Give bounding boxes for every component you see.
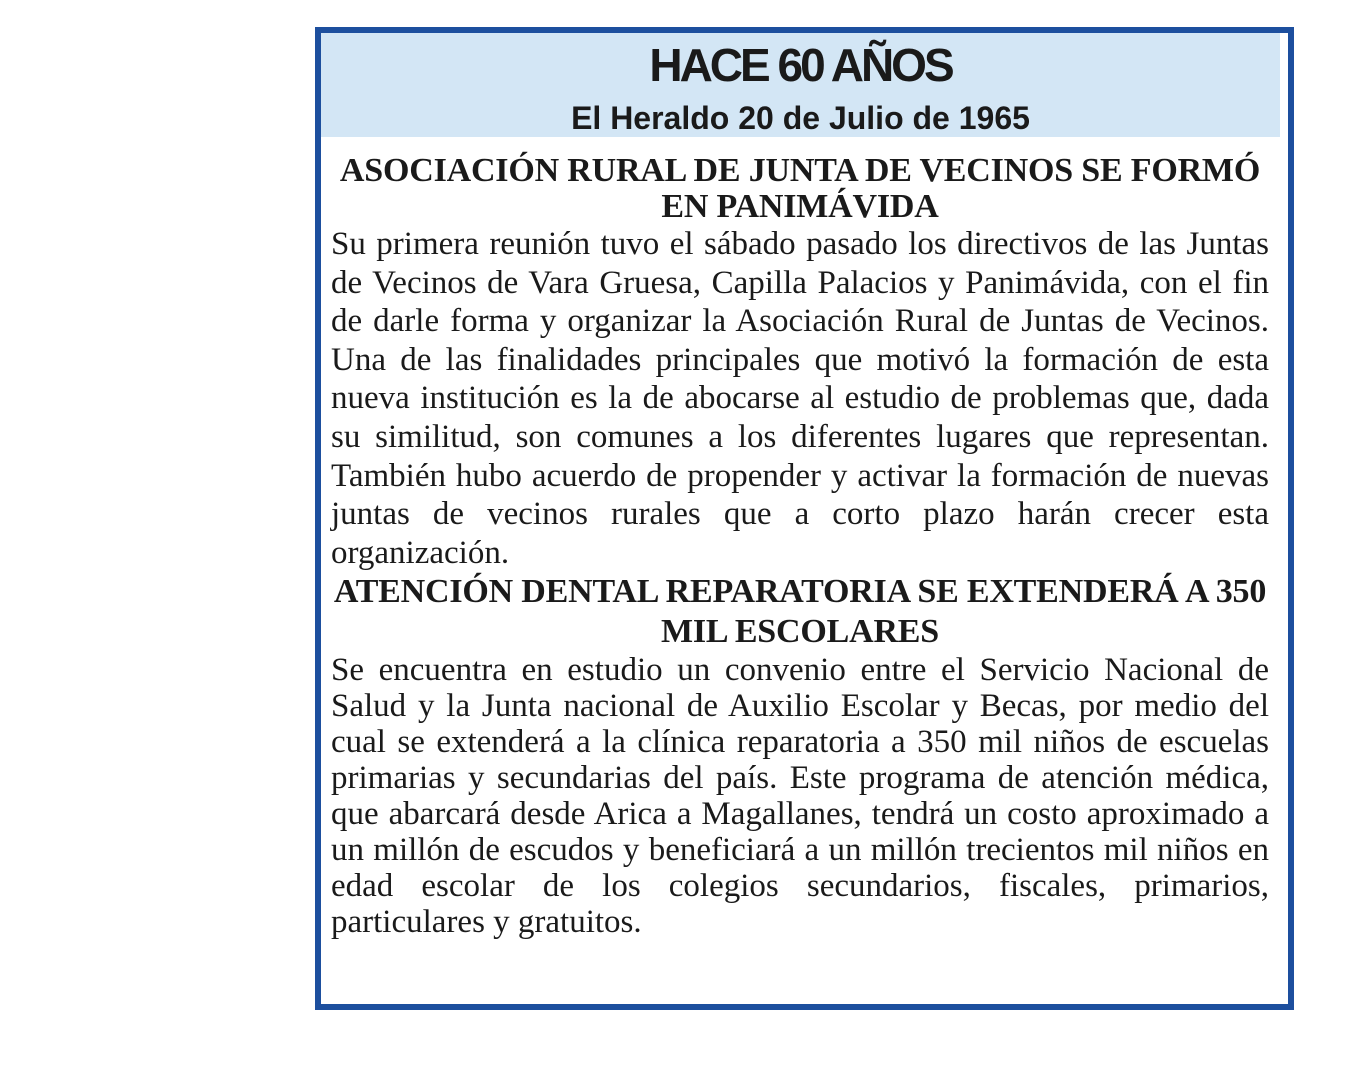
news-clipping-frame <box>315 27 1294 1010</box>
dateline: El Heraldo 20 de Julio de 1965 <box>571 100 1030 136</box>
header-band <box>321 33 1280 137</box>
article-body-2: Se encuentra en estudio un convenio entre el Servicio Nacional de Salud y la Junta nacional de Auxilio Escolar y Becas, por medio del cual se extenderá a la clínica reparatoria a 350 mil niños de escuelas primarias y secundarias del país. Este programa de atención médica, que abarcará desde Arica a Magallanes, tendrá un costo aproximado a un millón de escudos y beneficiará a un millón trecientos mil niños en edad escolar de los colegios secundarios, fiscales, primarios, particulares y gratuitos. <box>331 652 1269 941</box>
article-headline-1: ASOCIACIÓN RURAL DE JUNTA DE VECINOS SE FORMÓ EN PANIMÁVIDA <box>339 152 1261 225</box>
section-kicker: HACE 60 AÑOS <box>649 39 952 91</box>
article-headline-2: ATENCIÓN DENTAL REPARATORIA SE EXTENDERÁ A 350 MIL ESCOLARES <box>333 573 1267 651</box>
articles-column <box>331 153 1269 940</box>
article-body-1: Su primera reunión tuvo el sábado pasado los directivos de las Juntas de Vecinos de Vara Gruesa, Capilla Palacios y Panimávida, con el fin de darle forma y organizar la Asociación Rural de Juntas de Vecinos. Una de las finalidades principales que motivó la formación de esta nueva institución es la de abocarse al estudio de problemas que, dada su similitud, son comunes a los diferentes lugares que representan. También hubo acuerdo de propender y activar la formación de nuevas juntas de vecinos rurales que a corto plazo harán crecer esta organización. <box>331 226 1269 571</box>
